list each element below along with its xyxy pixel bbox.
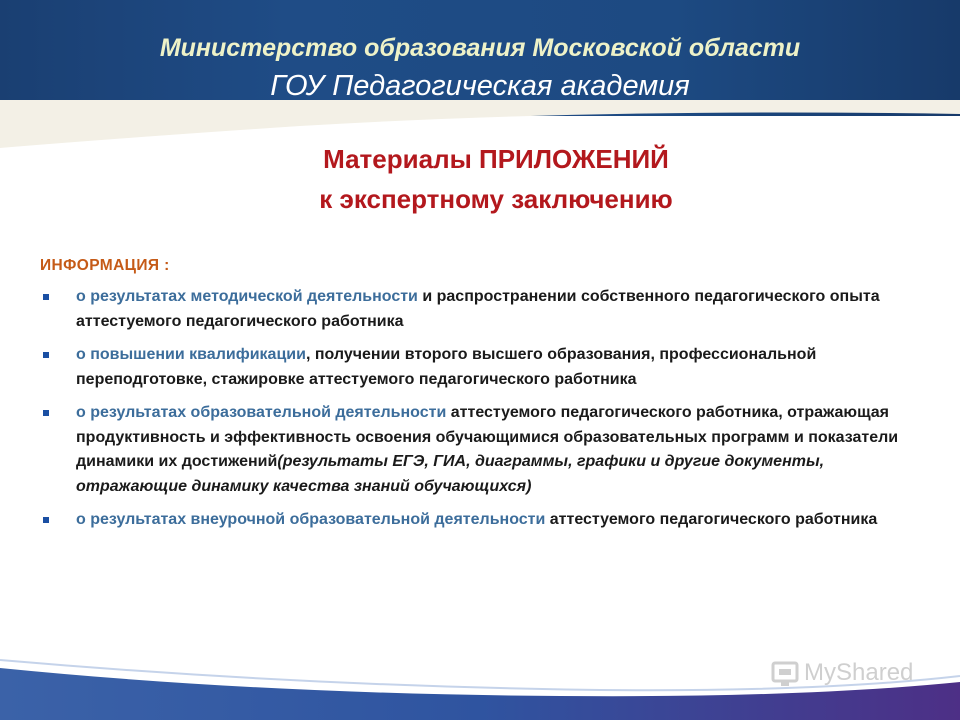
watermark-text: MyShared xyxy=(804,659,914,686)
item-highlight: о результатах внеурочной образовательной деятельности xyxy=(76,511,546,528)
list-item xyxy=(40,343,910,392)
item-italic-note: (результаты ЕГЭ, ГИА, диаграммы, графики и другие документы, отражающие динамику качества знаний обучающихся) xyxy=(76,453,825,495)
bullet-icon xyxy=(43,517,49,523)
item-highlight: о повышении квалификации xyxy=(76,346,306,363)
bullet-icon xyxy=(43,294,49,300)
item-text: аттестуемого педагогического работника xyxy=(545,511,878,528)
watermark xyxy=(770,658,913,688)
item-text: , получении второго высшего образования, профессиональной переподготовке, стажировке аттестуемого педагогического работника xyxy=(76,346,817,388)
info-list xyxy=(40,285,910,542)
list-item xyxy=(40,508,910,533)
info-heading: ИНФОРМАЦИЯ : xyxy=(40,257,170,274)
slide-title-line2: к экспертному заключению xyxy=(319,184,673,214)
list-item xyxy=(40,285,910,334)
list-item xyxy=(40,401,910,499)
item-highlight: о результатах образовательной деятельности xyxy=(76,404,447,421)
slide-title-line1: Материалы ПРИЛОЖЕНИЙ xyxy=(323,144,669,174)
academy-title: ГОУ Педагогическая академия xyxy=(270,70,690,102)
shared-logo-icon xyxy=(770,658,800,688)
item-highlight: о результатах методической деятельности xyxy=(76,288,418,305)
item-text: и распространении собственного педагогического опыта аттестуемого педагогического работника xyxy=(76,288,880,330)
ministry-title: Министерство образования Московской области xyxy=(159,34,801,62)
bullet-icon xyxy=(43,410,49,416)
bullet-icon xyxy=(43,352,49,358)
item-text: аттестуемого педагогического работника, отражающая продуктивность и эффективность освоения обучающимися образовательных программ и показатели динамики их достижений xyxy=(76,404,899,470)
